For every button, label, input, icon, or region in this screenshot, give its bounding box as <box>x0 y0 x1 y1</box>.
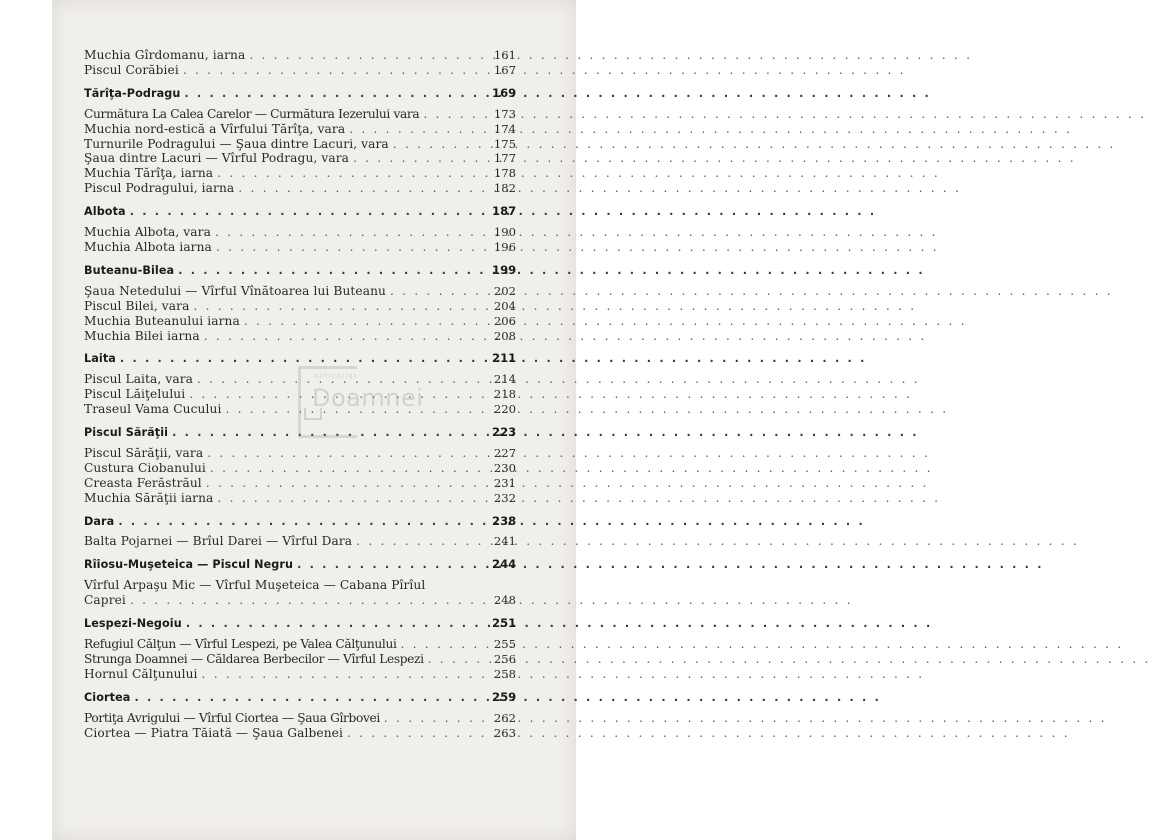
page-number: 241 <box>493 534 516 549</box>
toc-section-heading <box>84 514 516 530</box>
page-number: 232 <box>493 490 516 505</box>
entry-title: Piscul Lăiţelului <box>84 387 186 402</box>
toc-section-heading <box>84 263 516 279</box>
toc-entry <box>84 151 516 166</box>
toc-entry <box>84 240 516 255</box>
toc-entry <box>84 122 516 137</box>
entry-title: Portiţa Avrigului — Vîrful Ciortea — Şaua Gîrbovei <box>84 710 380 725</box>
dot-leader <box>213 491 492 506</box>
dot-leader <box>200 329 492 344</box>
dot-leader <box>345 122 492 137</box>
toc-section-heading <box>84 616 516 632</box>
toc-entry <box>84 284 516 299</box>
page-number: 173 <box>493 106 516 121</box>
toc-entry <box>84 711 516 726</box>
book-page <box>52 0 576 840</box>
toc-section-heading <box>84 690 516 706</box>
section-title: Albota <box>84 205 126 219</box>
page-number: 178 <box>493 166 516 181</box>
toc-entry <box>84 491 516 506</box>
section-title: Piscul Sărăţii <box>84 426 169 440</box>
toc-entry <box>84 329 516 344</box>
toc-entry <box>84 225 516 240</box>
dot-leader <box>293 558 492 573</box>
toc-section-heading <box>84 86 516 102</box>
entry-title: Muchia nord-estică a Vîrfului Tărîţa, vara <box>84 121 346 136</box>
page-number: 259 <box>492 689 517 704</box>
page-number: 230 <box>493 460 516 475</box>
page-number: 167 <box>493 62 516 77</box>
dot-leader <box>424 652 492 667</box>
toc-entry <box>84 578 516 593</box>
dot-leader <box>180 87 492 102</box>
toc-entry <box>84 299 516 314</box>
page-number: 223 <box>492 425 517 440</box>
page-number: 161 <box>493 48 516 62</box>
page-number: 211 <box>492 351 517 366</box>
page-number: 174 <box>493 121 516 136</box>
toc-entry <box>84 726 516 741</box>
page-number: 251 <box>492 616 517 631</box>
page-number: 220 <box>493 402 516 417</box>
dot-leader <box>386 284 492 299</box>
section-title: Laita <box>84 352 116 366</box>
dot-leader <box>126 205 492 220</box>
page-number: 263 <box>493 725 516 740</box>
page-number: 169 <box>492 85 517 100</box>
entry-title: Curmătura La Calea Carelor — Curmătura Iezerului vara <box>84 106 420 121</box>
toc-entry <box>84 476 516 491</box>
toc-entry <box>84 166 516 181</box>
dot-leader <box>206 461 492 476</box>
section-title: Lespezi-Negoiu <box>84 617 182 631</box>
watermark-tagline: anticariat <box>314 372 358 380</box>
page-number: 248 <box>493 593 516 608</box>
page-number: 190 <box>493 225 516 240</box>
page-number: 231 <box>493 475 516 490</box>
page-number: 255 <box>493 637 516 651</box>
dot-leader <box>245 48 492 63</box>
watermark-brand: Doamnei <box>312 384 424 412</box>
entry-title: Muchia Bilei iarna <box>84 328 200 343</box>
toc-section-heading <box>84 557 516 573</box>
toc-entry <box>84 181 516 196</box>
entry-title: Turnurile Podragului — Şaua dintre Lacuri, vara <box>84 136 389 151</box>
page-number: 182 <box>493 181 516 196</box>
entry-title: Vîrful Arpaşu Mic — Vîrful Muşeteica — Cabana Pîrîul <box>84 578 426 593</box>
toc-section-heading <box>84 204 516 220</box>
page-number: 177 <box>493 151 516 166</box>
page-number: 256 <box>493 651 516 666</box>
dot-leader <box>419 107 492 122</box>
toc-entry <box>84 48 516 63</box>
section-title: Dara <box>84 514 115 528</box>
entry-title: Caprei <box>84 593 126 608</box>
dot-leader <box>397 637 492 652</box>
dot-leader <box>114 515 492 530</box>
page-number: 202 <box>493 283 516 298</box>
entry-title: Piscul Bilei, vara <box>84 298 190 313</box>
entry-title: Traseul Vama Cucului <box>84 402 222 417</box>
dot-leader <box>189 299 492 314</box>
toc-entry <box>84 314 516 329</box>
page-number: 204 <box>493 298 516 313</box>
section-title: Rîiosu-Muşeteica — Piscul Negru <box>84 558 294 572</box>
toc-entry <box>84 63 516 78</box>
dot-leader <box>198 667 492 682</box>
entry-title: Ciortea — Piatra Tăiată — Şaua Galbenei <box>84 725 343 740</box>
entry-title: Custura Ciobanului <box>84 460 206 475</box>
page-number: 244 <box>492 557 517 572</box>
dot-leader <box>126 593 492 608</box>
entry-title: Piscul Laita, vara <box>84 372 194 387</box>
section-title: Ciortea <box>84 690 131 704</box>
section-title: Tărîţa-Podragu <box>84 86 181 100</box>
entry-title: Balta Pojarnei — Brîul Darei — Vîrful Dara <box>84 534 353 549</box>
entry-title: Muchia Gîrdomanu, iarna <box>84 48 246 62</box>
entry-title: Muchia Buteanului iarna <box>84 313 240 328</box>
page-number: 258 <box>493 666 516 681</box>
page-number: 238 <box>492 513 517 528</box>
dot-leader <box>240 314 492 329</box>
entry-title: Strunga Doamnei — Căldarea Berbecilor — Vîrful Lespezi <box>84 651 424 666</box>
toc-entry <box>84 637 516 652</box>
entry-title: Şaua dintre Lacuri — Vîrful Podragu, vara <box>84 151 349 166</box>
entry-title: Muchia Albota iarna <box>84 239 212 254</box>
dot-leader <box>130 691 492 706</box>
dot-leader <box>182 617 492 632</box>
dot-leader <box>213 166 492 181</box>
toc-entry <box>84 652 516 667</box>
dot-leader <box>211 225 492 240</box>
page-number: 208 <box>493 328 516 343</box>
page-number: 214 <box>493 372 516 387</box>
page-number: 206 <box>493 313 516 328</box>
entry-title: Muchia Albota, vara <box>84 225 211 240</box>
dot-leader <box>179 63 492 78</box>
dot-leader <box>234 181 492 196</box>
toc-entry <box>84 107 516 122</box>
page-number: 227 <box>493 445 516 460</box>
entry-title: Muchia Tărîţa, iarna <box>84 166 214 181</box>
dot-leader <box>352 534 492 549</box>
dot-leader <box>343 726 492 741</box>
dot-leader <box>203 446 492 461</box>
entry-title: Hornul Călţunului <box>84 666 198 681</box>
dot-leader <box>202 476 492 491</box>
page-number: 199 <box>492 262 517 277</box>
page-number: 175 <box>493 136 516 151</box>
toc-entry <box>84 446 516 461</box>
entry-title: Creasta Ferăstrăul <box>84 475 202 490</box>
toc-entry <box>84 461 516 476</box>
toc-entry <box>84 593 516 608</box>
toc-entry <box>84 534 516 549</box>
entry-title: Piscul Podragului, iarna <box>84 181 235 196</box>
watermark-logo <box>268 358 468 448</box>
section-title: Buteanu-Bilea <box>84 263 175 277</box>
entry-title: Piscul Corăbiei <box>84 62 179 77</box>
dot-leader <box>212 240 492 255</box>
entry-title: Refugiul Călţun — Vîrful Lespezi, pe Valea Călţunului <box>84 637 397 651</box>
page-number: 262 <box>493 710 516 725</box>
page-number: 196 <box>493 239 516 254</box>
dot-leader <box>174 264 492 279</box>
toc-entry <box>84 667 516 682</box>
dot-leader <box>389 137 492 152</box>
toc-entry <box>84 137 516 152</box>
dot-leader <box>349 151 492 166</box>
entry-title: Muchia Sărăţii iarna <box>84 490 214 505</box>
page-number: 187 <box>492 204 517 219</box>
entry-title: Piscul Sărăţii, vara <box>84 445 204 460</box>
entry-title: Şaua Netedului — Vîrful Vînătoarea lui Buteanu <box>84 283 386 298</box>
book-icon <box>304 408 322 420</box>
dot-leader <box>380 711 492 726</box>
page-number: 218 <box>493 387 516 402</box>
